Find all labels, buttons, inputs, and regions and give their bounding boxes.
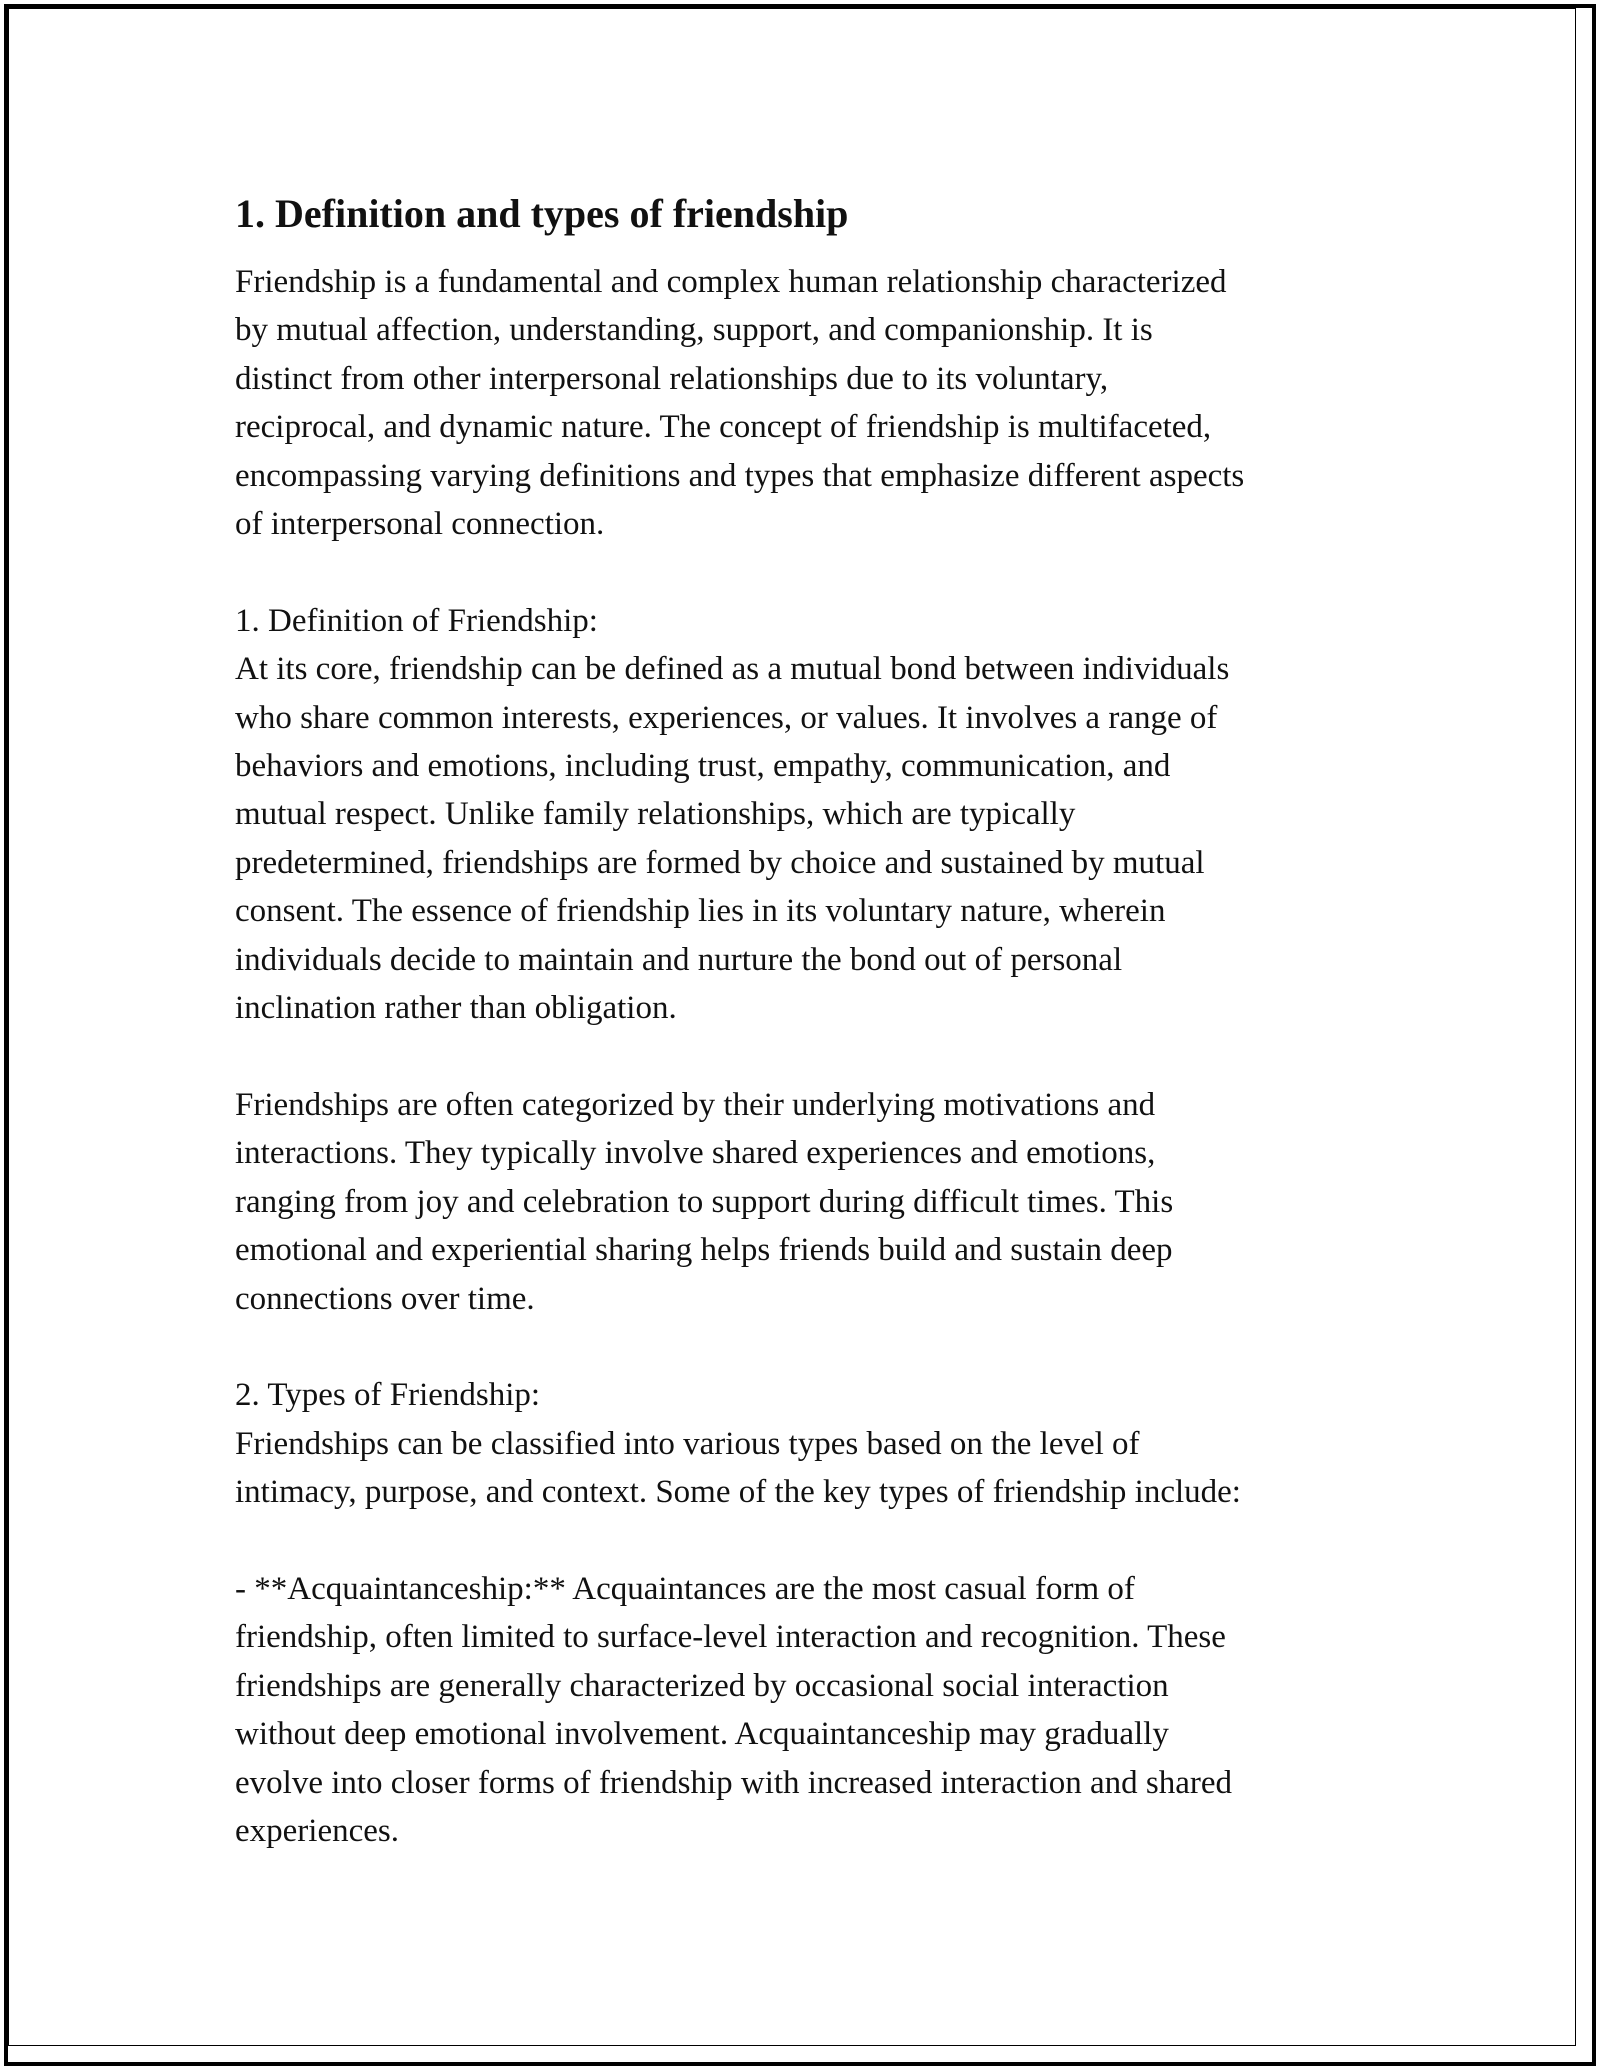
section-heading: 1. Definition and types of friendship — [235, 191, 849, 236]
paragraph-gap — [235, 1323, 1385, 1371]
paragraph-gap — [235, 1032, 1385, 1080]
paragraph-gap — [235, 548, 1385, 596]
paragraph-categorization: Friendships are often categorized by their underlying motivations and interactions. They typically involve shared experiences and emotions, ranging from joy and celebration to support during difficult times. This emotional and experiential sharing helps friends build and sustain deep connections over time. — [235, 1086, 1174, 1317]
document-body — [235, 184, 1385, 1855]
paragraph-definition: 1. Definition of Friendship: At its core, friendship can be defined as a mutual bond between individuals who share common interests, experiences, or values. It involves a range of behaviors and emotions, including trust, empathy, communication, and mutual respect. Unlike family relationships, which are typically predetermined, friendships are formed by choice and sustained by mutual consent. The essence of friendship lies in its voluntary nature, wherein individuals decide to maintain and nurture the bond out of personal inclination rather than obligation. — [235, 602, 1230, 1027]
paragraph-acquaintanceship: - **Acquaintanceship:** Acquaintances are the most casual form of friendship, often limited to surface-level interaction and recognition. These friendships are generally characterized by occasional social interaction without deep emotional involvement. Acquaintanceship may gradually evolve into closer forms of friendship with increased interaction and shared experiences. — [235, 1570, 1233, 1849]
paragraph-types: 2. Types of Friendship: Friendships can be classified into various types based on the level of intimacy, purpose, and context. Some of the key types of friendship include: — [235, 1377, 1241, 1511]
paragraph-intro: Friendship is a fundamental and complex human relationship characterized by mutual affection, understanding, support, and companionship. It is distinct from other interpersonal relationships due to its voluntary, reciprocal, and dynamic nature. The concept of friendship is multifaceted, encompassing varying definitions and types that emphasize different aspects of interpersonal connection. — [235, 264, 1245, 543]
paragraph-gap — [235, 1517, 1385, 1565]
